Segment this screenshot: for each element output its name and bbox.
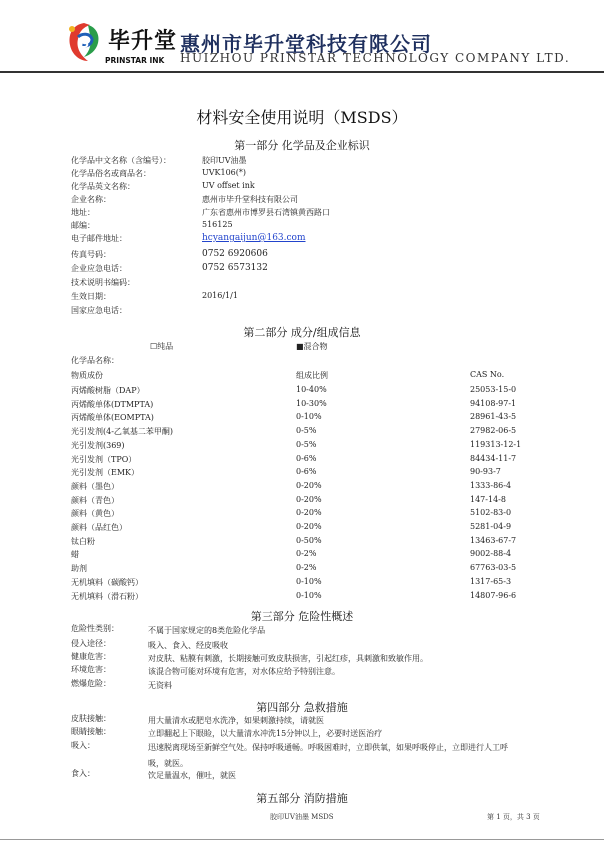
section3-value: 不属于国家规定的8类危险化学品 (148, 626, 266, 635)
cas-number: 1317-65-3 (470, 576, 512, 586)
footer-divider (0, 839, 604, 840)
cas-number: 13463-67-7 (470, 535, 517, 545)
section3-value: 吸入、食入、经皮吸收 (148, 641, 228, 650)
info-value: 惠州市毕升堂科技有限公司 (202, 195, 298, 204)
cas-number: 94108-97-1 (470, 398, 517, 408)
info-label: 邮编： (71, 221, 95, 230)
substance-name: 颜料（品红色） (71, 523, 127, 532)
info-row (0, 249, 604, 262)
section3-value: 无资料 (148, 681, 172, 690)
cas-number: 28961-43-5 (470, 412, 517, 422)
section3-label: 侵入途径： (71, 639, 111, 648)
composition-row (0, 577, 604, 590)
substance-name: 光引发剂（EMK） (71, 468, 140, 478)
substance-name: 蜡 (71, 550, 79, 560)
composition-ratio: 0-50% (296, 535, 322, 545)
info-value: 胶印UV油墨 (202, 156, 247, 165)
substance-name: 光引发剂(369) (71, 440, 125, 450)
composition-row (0, 426, 604, 439)
substance-name: 颜料（青色） (71, 495, 119, 505)
section4-value: 迅速脱离现场至新鲜空气处。保持呼吸通畅。呼吸困难时，立即供氧，如果呼吸停止，立即进行人工呼吸，就医。 (148, 743, 508, 768)
cas-number: 14807-96-6 (470, 590, 517, 600)
info-row (0, 233, 604, 246)
info-value: UV offset ink (202, 181, 255, 190)
info-value: UVK106(*) (202, 168, 247, 177)
composition-row (0, 385, 604, 398)
cas-number: 5281-04-9 (470, 522, 512, 531)
cas-number: 147-14-8 (470, 494, 506, 504)
section3-label: 健康危害： (71, 652, 111, 661)
info-row (0, 168, 604, 181)
footer-page-info: 第 1 页，共 3 页 (487, 813, 540, 821)
logo-text-cn: 毕升堂 (108, 28, 178, 54)
col-header-cas: CAS No. (470, 370, 505, 379)
info-label: 化学品俗名或商品名： (71, 169, 151, 178)
info-value: 广东省惠州市博罗县石湾镇黄西路口 (202, 208, 330, 217)
info-label: 化学品中文名称（含编号）： (71, 156, 171, 165)
composition-row (0, 467, 604, 480)
info-row (0, 220, 604, 233)
composition-row (0, 454, 604, 467)
section3-label: 环境危害： (71, 665, 111, 674)
composition-ratio: 0-20% (296, 480, 322, 490)
composition-ratio: 10-30% (296, 398, 327, 408)
composition-ratio: 0-6% (296, 453, 317, 463)
company-name-cn: 惠州市毕升堂科技有限公司 (180, 32, 432, 56)
composition-ratio: 0-20% (296, 508, 322, 518)
substance-name: 丙烯酸单体(EOMPTA) (71, 413, 154, 423)
section3-value: 该混合物可能对环境有危害，对水体应给予特别注意。 (148, 667, 340, 676)
composition-row (0, 591, 604, 604)
composition-row (0, 399, 604, 412)
info-row (0, 305, 604, 318)
substance-name: 颜料（黄色） (71, 509, 119, 519)
info-row (0, 263, 604, 276)
section4-label: 吸入： (71, 741, 95, 750)
cas-number: 27982-06-5 (470, 426, 517, 436)
prinstar-logo-icon (66, 21, 102, 63)
cas-number: 1333-86-4 (470, 480, 512, 490)
section4-label: 食入： (71, 769, 95, 778)
mixture-checkbox: ■混合物 (296, 342, 328, 351)
composition-row (0, 563, 604, 576)
composition-row (0, 495, 604, 508)
cas-number: 84434-11-7 (470, 453, 517, 463)
section3-label: 危险性类别： (71, 624, 119, 633)
section4-value: 用大量清水或肥皂水洗净，如果刺激持续，请就医 (148, 716, 324, 725)
composition-header-row (0, 370, 604, 383)
composition-ratio: 0-2% (296, 563, 317, 573)
composition-ratio: 0-10% (296, 576, 322, 586)
info-label: 生效日期： (71, 292, 111, 301)
pure-substance-checkbox: ☐纯品 (150, 342, 174, 351)
col-header-substance: 物质成份 (71, 371, 103, 380)
header-divider (0, 71, 604, 73)
info-label: 企业应急电话： (71, 264, 127, 273)
substance-name: 丙烯酸树脂（DAP） (71, 386, 145, 395)
info-label: 地址： (71, 208, 95, 217)
composition-ratio: 10-40% (296, 385, 327, 394)
section4-label: 皮肤接触： (71, 714, 111, 723)
section2-heading: 第二部分 成分/组成信息 (243, 326, 361, 339)
composition-row (0, 522, 604, 535)
info-label: 传真号码： (71, 250, 111, 259)
section3-value: 对皮肤、粘膜有刺激，长期接触可致皮肤损害，引起红疹，具刺激和致敏作用。 (148, 654, 428, 663)
composition-row (0, 508, 604, 521)
substance-name: 丙烯酸单体(DTMPTA) (71, 399, 154, 409)
substance-name: 光引发剂(4-乙氧基二苯甲酮) (71, 427, 174, 437)
section1-heading: 第一部分 化学品及企业标识 (234, 139, 370, 152)
info-row (0, 277, 604, 290)
substance-name: 光引发剂（TPO） (71, 454, 137, 464)
info-label: 技术说明书编码： (71, 278, 135, 287)
chem-name-label: 化学品名称： (71, 356, 119, 365)
substance-name: 助剂 (71, 564, 87, 574)
composition-ratio: 0-6% (296, 467, 317, 477)
info-row (0, 181, 604, 194)
section4-heading: 第四部分 急救措施 (256, 701, 348, 714)
composition-ratio: 0-5% (296, 439, 317, 449)
substance-name: 无机填料（滑石粉） (71, 591, 143, 601)
footer-doc-name: 胶印UV油墨 MSDS (270, 813, 334, 821)
document-title: 材料安全使用说明（MSDS） (196, 108, 408, 127)
svg-text:P: P (79, 38, 89, 54)
info-label: 企业名称： (71, 195, 111, 204)
info-label: 电子邮件地址： (71, 234, 127, 243)
substance-name: 无机填料（碳酸钙） (71, 577, 143, 587)
section3-label: 燃爆危险： (71, 679, 111, 688)
info-row (0, 194, 604, 207)
composition-ratio: 0-10% (296, 412, 322, 422)
info-row (0, 207, 604, 220)
section4-label: 眼睛接触： (71, 727, 111, 736)
section4-value: 饮足量温水，催吐，就医 (148, 771, 236, 780)
info-value: 0752 6573132 (202, 263, 268, 273)
info-value: 0752 6920606 (202, 249, 268, 259)
info-label: 化学品英文名称： (71, 182, 135, 191)
substance-name: 颜料（墨色） (71, 481, 119, 491)
email-link[interactable]: hcyangaijun@163.com (202, 233, 306, 243)
composition-row (0, 549, 604, 562)
logo-text-en: PRINSTAR INK (105, 56, 165, 65)
section3-heading: 第三部分 危险性概述 (250, 610, 354, 623)
col-header-ratio: 组成比例 (296, 371, 328, 380)
info-value: 2016/1/1 (202, 291, 238, 300)
cas-number: 25053-15-0 (470, 385, 517, 394)
composition-ratio: 0-10% (296, 590, 322, 600)
cas-number: 67763-03-5 (470, 563, 517, 573)
company-name-en: HUIZHOU PRINSTAR TECHNOLOGY COMPANY LTD. (180, 51, 571, 65)
cas-number: 9002-88-4 (470, 549, 512, 559)
composition-ratio: 0-2% (296, 549, 317, 559)
substance-name: 钛白粉 (71, 536, 95, 546)
info-row (0, 155, 604, 168)
composition-ratio: 0-20% (296, 494, 322, 504)
cas-number: 90-93-7 (470, 467, 501, 477)
cas-number: 119313-12-1 (470, 439, 522, 449)
composition-row (0, 412, 604, 425)
section5-heading: 第五部分 消防措施 (256, 792, 348, 805)
composition-ratio: 0-5% (296, 426, 317, 436)
cas-number: 5102-83-0 (470, 508, 512, 518)
section4-value: 立即翻起上下眼睑，以大量清水冲洗15分钟以上，必要时送医治疗 (148, 729, 383, 738)
composition-row (0, 481, 604, 494)
info-label: 国家应急电话： (71, 306, 127, 315)
composition-row (0, 536, 604, 549)
info-row (0, 291, 604, 304)
info-value: 516125 (202, 220, 233, 229)
composition-row (0, 440, 604, 453)
composition-ratio: 0-20% (296, 522, 322, 531)
